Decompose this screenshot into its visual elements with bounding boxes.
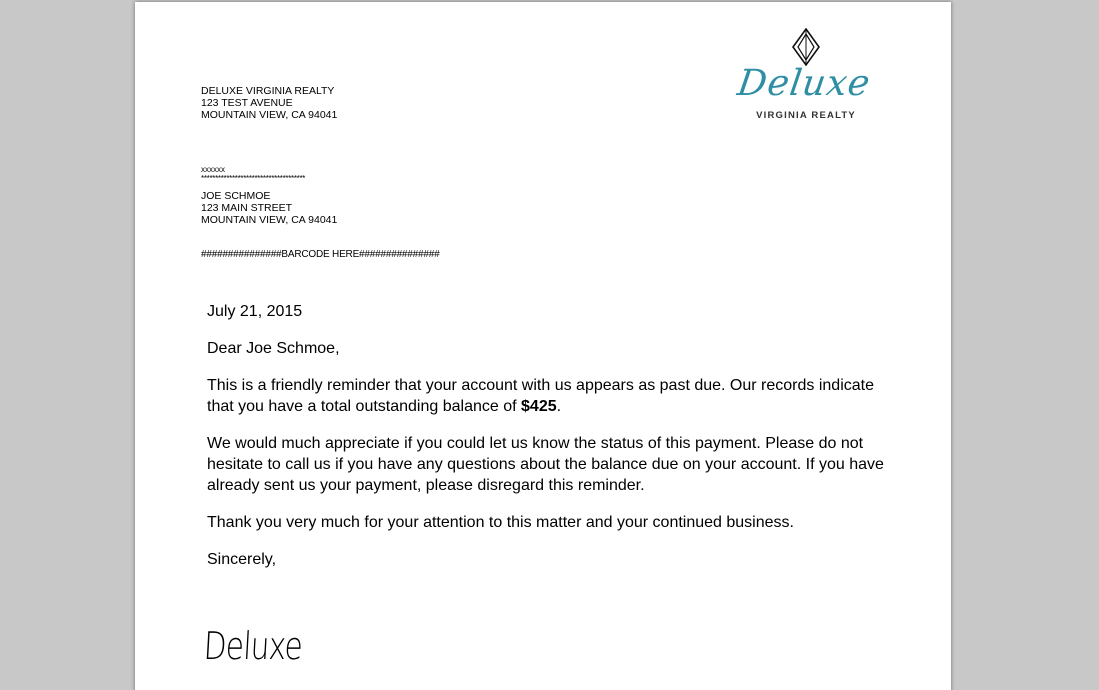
company-logo — [731, 28, 881, 128]
paragraph-balance — [207, 375, 887, 417]
recipient-name: JOE SCHMOE — [201, 190, 271, 202]
closing: Sincerely, — [207, 551, 277, 568]
balance-amount: $425 — [521, 398, 557, 415]
sender-name: DELUXE VIRGINIA REALTY — [201, 85, 335, 97]
signature: Deluxe — [202, 624, 304, 668]
sender-address — [201, 85, 337, 121]
paragraph-status: We would much appreciate if you could let us know the status of this payment. Please do not hesitate to call us if you have any questions about the balance due on your account. If you have already sent us your payment, please disregard this reminder. — [207, 435, 884, 494]
recipient-city: MOUNTAIN VIEW, CA 94041 — [201, 214, 338, 226]
mail-code: xxxxxx — [201, 165, 225, 174]
paragraph-balance-text: This is a friendly reminder that your account with us appears as past due. Our records indicate that you have a total outstanding balance of — [207, 377, 874, 415]
separator-stars: ************************************* — [201, 174, 306, 183]
recipient-address — [201, 190, 337, 226]
recipient-street: 123 MAIN STREET — [201, 202, 293, 214]
barcode-placeholder: ###############BARCODE HERE############### — [201, 249, 440, 260]
sender-street: 123 TEST AVENUE — [201, 97, 293, 109]
paragraph-balance-end: . — [556, 398, 562, 415]
logo-subtitle: VIRGINIA REALTY — [756, 110, 856, 121]
paragraph-thanks: Thank you very much for your attention to this matter and your continued business. — [207, 514, 794, 531]
letter-date: July 21, 2015 — [207, 303, 303, 320]
sender-city: MOUNTAIN VIEW, CA 94041 — [201, 109, 338, 121]
salutation: Dear Joe Schmoe, — [207, 340, 340, 357]
diamond-icon — [792, 28, 820, 66]
letter-page — [135, 2, 951, 690]
logo-script-text: Deluxe — [734, 63, 874, 104]
